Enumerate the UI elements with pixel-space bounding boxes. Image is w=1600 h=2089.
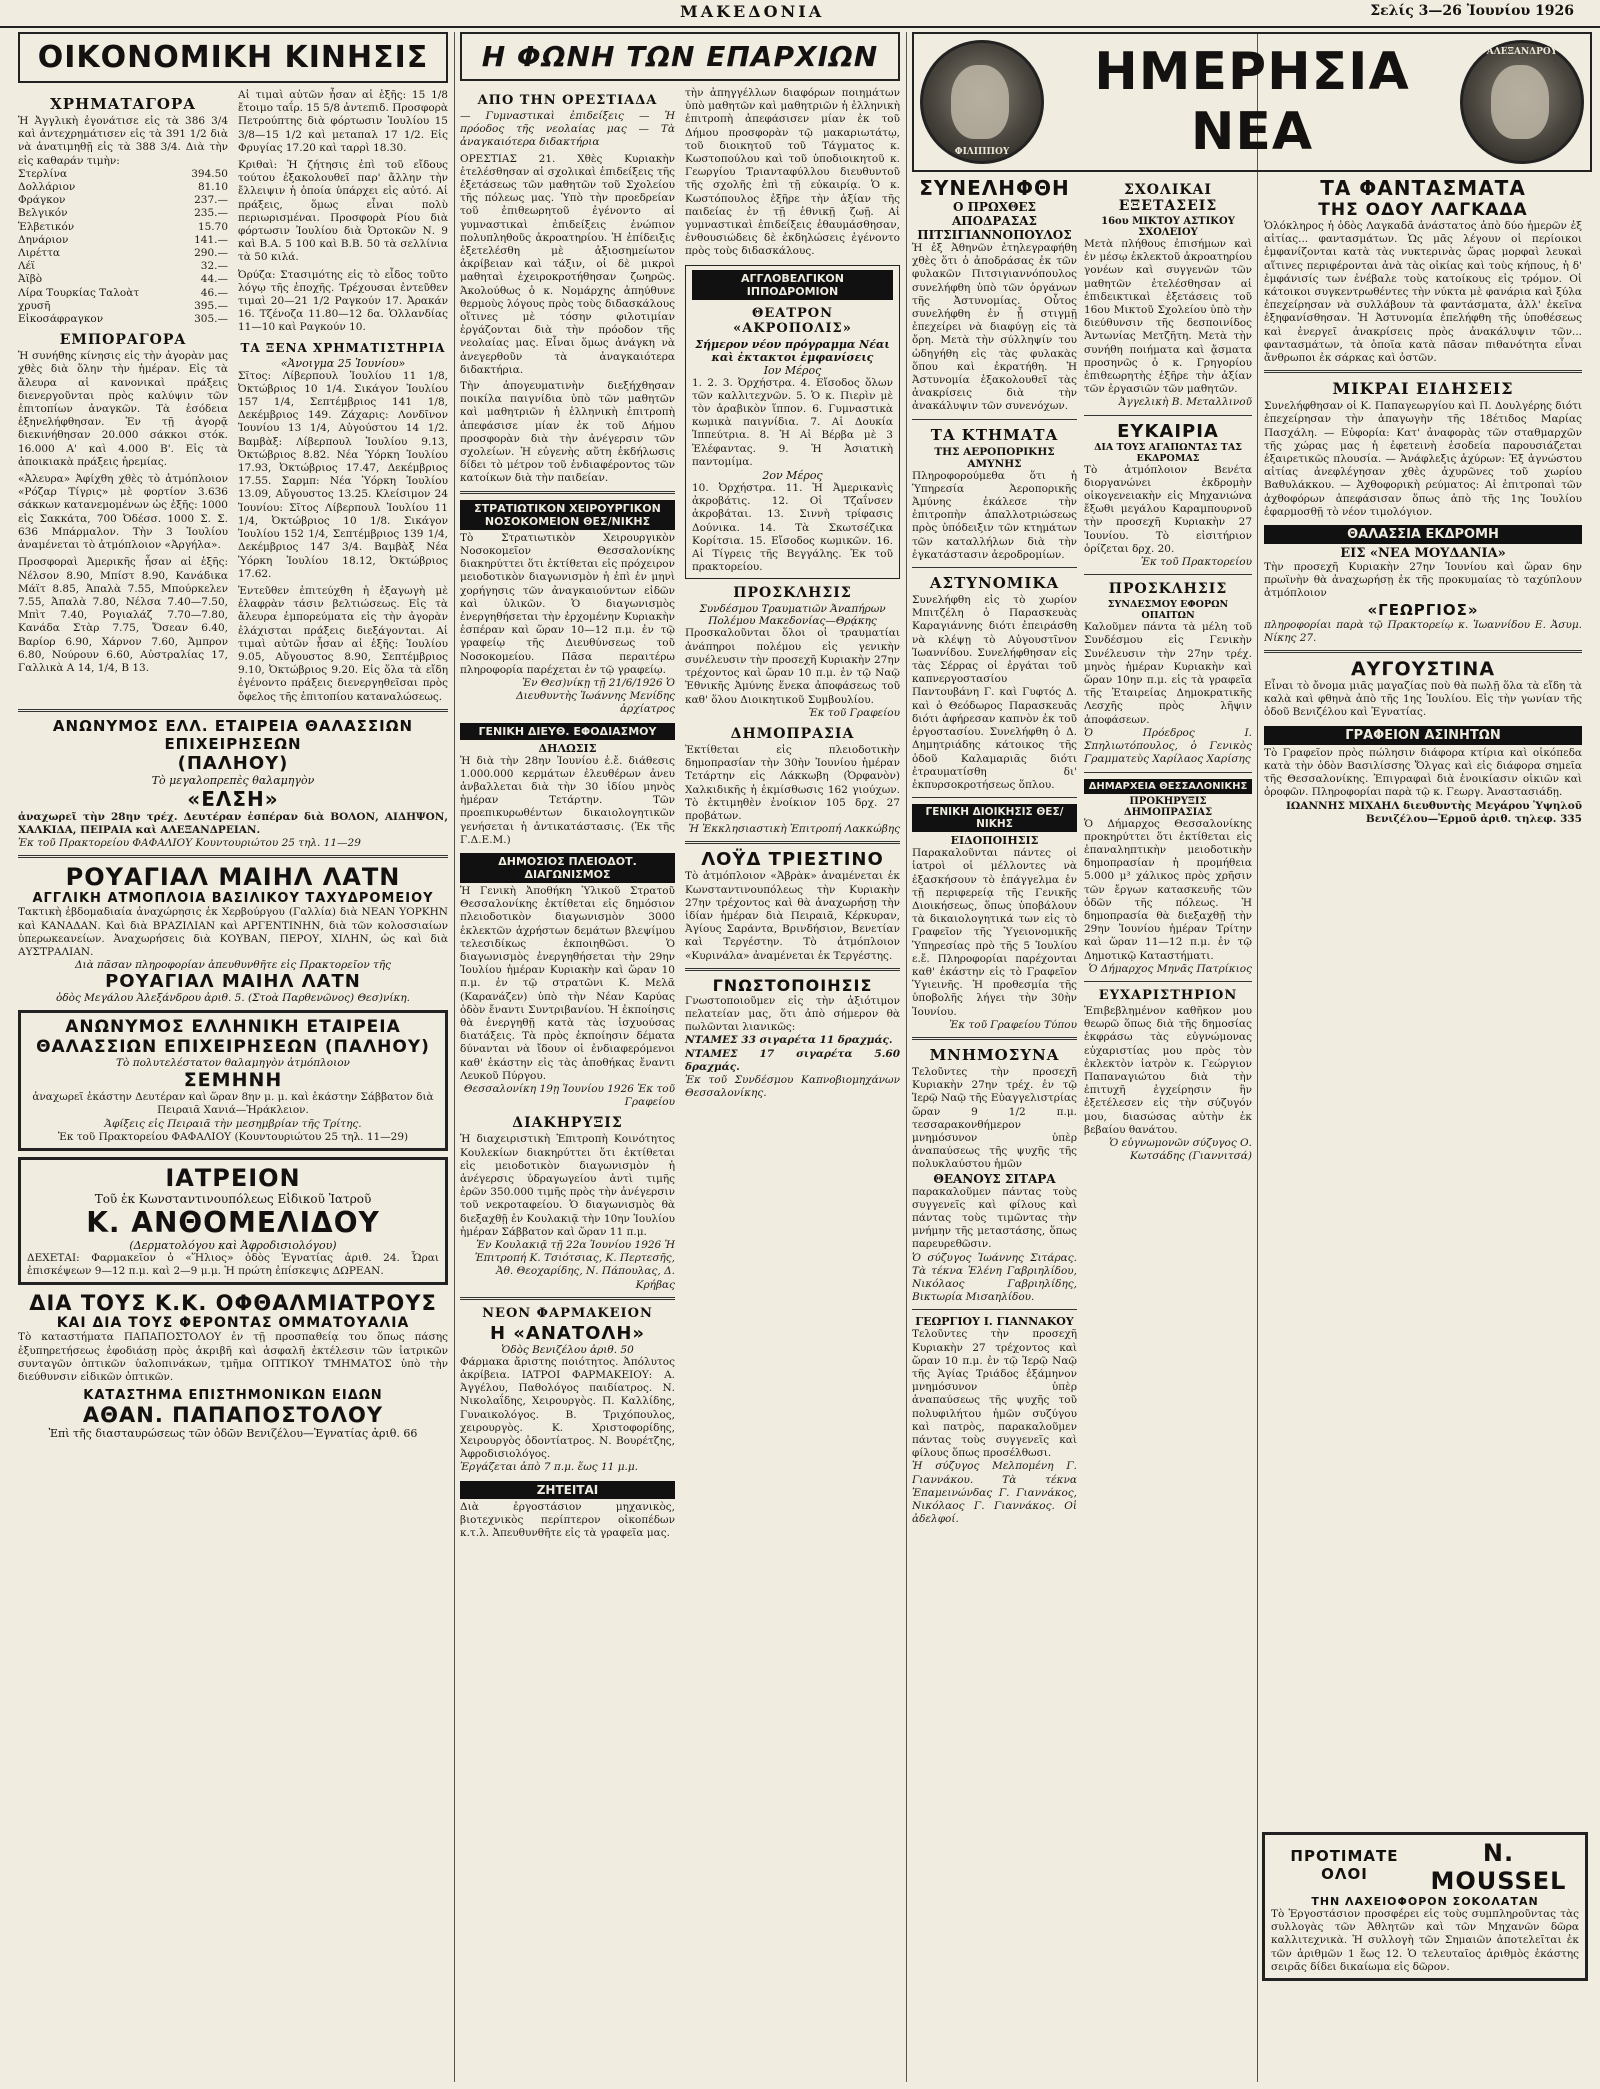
augustina-text: Εἶναι τὸ ὄνομα μιᾶς μαγαζίας ποὺ θὰ πωλῇ ὅλα τὰ εἴδη τὰ καλὰ καὶ φθηνὰ ἀπὸ τῆς 1ης Ἰουλίου. Εἰς τὴν γωνίαν τῆς ὁδοῦ Βενιζέλου καὶ Ἐγνατίας. [1264,680,1582,719]
ad-mail-address: ὁδὸς Μεγάλου Ἀλεξάνδρου ἀριθ. 5. (Στοὰ Παρθενῶνος) Θεσ)νίκη. [56,992,410,1005]
rate-row [18,313,228,326]
rate-value: 395.— [194,299,228,312]
brief-news-title: ΜΙΚΡΑΙ ΕΙΔΗΣΕΙΣ [1332,379,1514,399]
rate-value: 394.50 [191,167,228,180]
theatre-items-1: 1. 2. 3. Ὀρχήστρα. 4. Εἴσοδος ὅλων τῶν καλλιτεχνῶν. 5. Ὁ κ. Πιερὶν μὲ τὸν ἀραβικὸν ἵππον. 6. Γυμναστικὰ κωμικὰ παιγνίδια. 7. Αἱ Δουκία Ἱππεύτρια. 8. Ἡ Αἱ Βέρβα μὲ 3 Ἐλέφαντας. 9. Ἡ Ἀσιατικὴ παντομίμα. [692,376,893,468]
rates-list [18,168,228,326]
rate-row [18,247,228,260]
ad-ellas-line3: Ἐκ τοῦ Πρακτορείου ΦΑΦΑΛΙΟΥ Κουντουριώτου 25 τηλ. 11—29 [18,837,361,850]
auction-sign: Θεσσαλονίκη 19ῃ Ἰουνίου 1926 Ἐκ τοῦ Γραφείου [463,1083,675,1109]
lease-auction-text: Ἐκτίθεται εἰς πλειοδοτικὴν δημοπρασίαν τὴν 30ὴν Ἰουνίου ἡμέραν Τετάρτην εἰς Λάκκωβη (Ὀρφανὸν) Χαλκιδικῆς ἡ ἐκμίσθωσις 162 γιούχων. Τὸ ἐκτιμηθὲν ἐνοίκιον 105 δρχ. 27 προβάτων. [685,743,900,822]
coin-seal-philip [920,40,1044,164]
divider [912,567,1077,568]
seal-label-right: ΑΛΕΞΑΝΔΡΟΥ [1486,47,1558,57]
hospital-title: ΣΤΡΑΤΙΩΤΙΚΟΝ ΧΕΙΡΟΥΡΓΙΚΟΝ ΝΟΣΟΚΟΜΕΙΟΝ ΘΕΣ/ΝΙΚΗΣ [460,500,675,530]
rate-value: 235.— [194,207,228,220]
exams-sub: 16ου ΜΙΚΤΟΥ ΑΣΤΙΚΟΥ ΣΧΟΛΕΙΟΥ [1101,216,1235,238]
emporagora-text-3: Προσφοραὶ Ἀμερικῆς ἦσαν αἱ ἑξῆς: Νέλσον 8.90, Μπίστ 8.90, Κανάδικα Μάϊτ 8.85, Ἀπαλὰ 7.55, Μπούρκελεν 7.55, Ἀπαλὰ 7.80, Νέλσα 7.40—7.50, Μπὶτ 7.40, Ρογιαλάζ 7.70—7.80, Κανάδα Στὰρ 7.75, Ὄσεαν 6.40, Βαρίορ 6.90, Χάρνον 7.60, Ἀμπρον 6.80, Νούρουν 6.60, Αὐστραλίας 17, Γαλλικὰ Α 14, 1/4, Β 13. [18,556,228,674]
rate-currency: Λιρέττα [18,247,61,260]
veterans-text: Προσκαλοῦνται ὅλοι οἱ τραυματίαι ἀνάπηροι πολέμου εἰς γενικὴν συνέλευσιν τὴν προσεχῆ Κυριακὴν 27ην τρέχοντος καὶ ὥραν 10 π.μ. ἐν τῷ Ναῷ Ἐθνικῆς Ἀμύνης ἕνεκα ἀποφάσεως τοῦ καθ' ὅλου Διοικητικοῦ Συμβουλίου. [685,627,900,706]
provinces-right [685,87,900,1540]
orestias-text: ΟΡΕΣΤΙΑΣ 21. Χθὲς Κυριακὴν ἐτελέσθησαν αἱ σχολικαὶ ἐπιδείξεις τῆς ἐξετάσεως τῶν μαθητῶν τοῦ Σχολείου τῆς πόλεως μας. Ὑπὸ τὴν προεδρείαν τοῦ ἐπιθεωρητοῦ ἐγένοντο αἱ γυμναστικαὶ ἐπιδείξεις ἐνώπιον πολυπληθοῦς ἀκροατηρίου. Ἡ ἐπίδειξις ἐξετελέσθη μὲ ἀξιοσημείωτον ἀκρίβειαν καὶ τάξιν, οἱ δὲ μικροὶ μαθηταὶ ἐχειροκροτήθησαν ζωηρῶς. Ἀκολούθως ὁ κ. Νομάρχης ἀπηύθυνε θερμοὺς λόγους πρὸς τοὺς διδασκάλους οἵτινες μὲ τόσην φιλοτιμίαν ἐργάζονται διὰ τὴν πρόοδον τῆς νεολαίας μας. Εἶναι ὅμως ἀνάγκη νὰ ἀνεγερθοῦν τὰ ἀναγκαιότερα διδακτήρια. [460,152,675,376]
veterans-title: ΠΡΟΣΚΛΗΣΙΣ [733,585,852,602]
economy-title: ΟΙΚΟΝΟΜΙΚΗ ΚΙΝΗΣΙΣ [37,40,429,75]
divider [18,709,448,712]
police-title: ΑΣΤΥΝΟΜΙΚΑ [929,574,1060,593]
rate-row [18,300,228,313]
rate-row [18,181,228,194]
exams-text: Μετὰ πλήθους ἐπισήμων καὶ ἐν μέσῳ ἐκλεκτοῦ ἀκροατηρίου γονέων καὶ συγγενῶν τῶν μαθητῶν ἐτελέσθησαν αἱ ἐπιδεικτικαὶ ἐξετάσεις τοῦ 16ου Μικτοῦ Σχολείου ὑπὸ τὴν διεύθυνσιν τῆς δεσποινίδος Ἀντωνίας Μετζῆτη. Μετὰ τὴν συνήθη ποιήματα καὶ ᾄσματα προσηνῶς ὁ κ. Γρηγορίου ἐπιθεωρητὴς ἐξῆρε τὴν ἀξίαν τῶν ἐργασιῶν τῶν μαθητῶν. [1084,238,1252,396]
ad-ellas-line1: Τὸ μεγαλοπρεπὲς θαλαμηγὸν [151,773,315,787]
ad-moussel-title-1: ΠΡΟΤΙΜΑΤΕ ΟΛΟΙ [1290,1847,1399,1883]
rate-row [18,221,228,234]
divider [912,797,1077,798]
sea-excursion-title: ΘΑΛΑΣΣΙΑ ΕΚΔΡΟΜΗ [1264,525,1582,544]
provinces-continued-text: τὴν ἀπηγγέλλων διαφόρων ποιημάτων ὑπὸ μαθητῶν καὶ μαθητριῶν ἡ ἑλληνικὴ ἐπιτροπὴ ἀπεφάσισεν μίαν ἐκ τοῦ Δήμου προσφορὰν τῷ μακαριωτάτῳ, τοῦ διοικητοῦ τοῦ Τάγματος κ. Κωστοπούλου καὶ τοῦ ὑποδιοικητοῦ κ. Γεωργίου Τριανταφύλλου διευθυντοῦ τῆς σχολῆς ἐπὶ τῇ εὐκαιρίᾳ. Ὁ κ. Κωστόπουλος ἐξῆρε τὴν ἀξίαν τῆς παιδείας ἐν τῇ ἐθνικῇ ζωῇ. Αἱ γυμναστικαὶ ἐπιδείξεις ἐθαυμάσθησαν, ἐνθουσιώδεις δὲ ἐκδηλώσεις ἐγένοντο πρὸς τοὺς διδασκάλους. [685,87,900,258]
administration-sub: ΕΙΔΟΠΟΙΗΣΙΣ [950,834,1039,848]
ad-ellas-company: ΑΝΩΝΥΜΟΣ ΕΛΛ. ΕΤΑΙΡΕΙΑ ΘΑΛΑΣΣΙΩΝ ΕΠΙΧΕΙΡΗΣΕΩΝ [52,716,414,753]
foreign-exchanges-date: «Ἀνοιγμα 25 Ἰουνίου» [280,356,406,370]
pharmacy-sign: Ἐργάζεται ἀπὸ 7 π.μ. ἕως 11 μ.μ. [460,1461,639,1474]
invitation-title: ΠΡΟΣΚΛΗΣΙΣ [1108,581,1228,598]
ad-optics-store-title: ΚΑΤΑΣΤΗΜΑ ΕΠΙΣΤΗΜΟΝΙΚΩΝ ΕΙΔΩΝ [83,1388,383,1404]
rate-row [18,234,228,247]
ad-mail-contact-label: Διὰ πᾶσαν πληροφορίαν ἀπευθυνθῆτε εἰς Πρακτορεῖον τῆς [74,959,392,972]
administration-title: ΓΕΝΙΚΗ ΔΙΟΙΚΗΣΙΣ ΘΕΣ/ΝΙΚΗΣ [912,804,1077,832]
coin-portrait [951,65,1009,139]
ad-iatreion-line1: Τοῦ ἐκ Κωνσταντινουπόλεως Εἰδικοῦ Ἰατροῦ [94,1191,372,1206]
ghosts-title: ΤΑ ΦΑΝΤΑΣΜΑΤΑ [1320,176,1526,200]
divider [1084,772,1252,773]
ghosts-text: Ὁλόκληρος ἡ ὁδὸς Λαγκαδᾶ ἀνάστατος ἀπὸ δύο ἡμερῶν ἐξ αἰτίας... φαντασμάτων. Ὡς μᾶς λέγουν οἱ περίοικοι ἐμφανίζονται κατὰ τὰς νυκτερινὰς ὥρας μορφαὶ λευκαὶ αἵτινες περιφέρονται ἀνὰ τὰς οἰκίας καὶ τοὺς κήπους, ἡ δ' ἐμφάνισίς των ἐνέβαλε τοὺς κατοίκους εἰς τρόμον. Οἱ κάτοικοι συγκεντρωθέντες τὴν νύκτα μὲ φανάρια καὶ ξύλα ἐπεχείρησαν νὰ συλλάβουν τὰ φαντάσματα, ἀλλ' ἐκεῖνα ἐξηφανίσθησαν. Ἡ Ἀστυνομία ἐπελήφθη τῆς ὑποθέσεως καὶ ἐνεργεῖ ἀνακρίσεις πρὸς ἀνακάλυψιν τῶν... φαντασμάτων, τὰ ὁποῖα κατὰ πᾶσαν πιθανότητα εἶναι ἄνθρωποι ἐκ σάρκας καὶ ὀστῶν. [1264,220,1582,365]
ad-iatreion-box [18,1157,448,1285]
divider [912,1037,1077,1040]
orestias-text-2: Τὴν ἀπογευματινὴν διεξήχθησαν ποικίλα παιγνίδια ὑπὸ τῶν μαθητῶν καὶ μαθητριῶν ἡ ἑλληνικὴ ἐπιτροπὴ ἀπεφάσισε μίαν ἐκ τοῦ Δήμου προσφορὰν διὰ τὴν ἀνέγερσιν τῶν σχολείων. Ἡ εὐγενὴς αὕτη ἐκδήλωσις δίδει τὸ μέτρον τοῦ ἐνδιαφέροντος τῶν κατοίκων διὰ τὴν παιδείαν. [460,380,675,485]
excursion-offer-text: Τὸ ἀτμόπλοιον Βενέτα διοργανώνει ἐκδρομὴν οἰκογενειακὴν εἰς Μηχανιώνα ἔξωθι μεγάλου Καραμπουρνοῦ τὴν προσεχῆ Κυριακὴν 27 Ἰουνίου. Τὸ εἰσιτήριον ὁρίζεται δρχ. 20. [1084,463,1252,555]
rate-value: 290.— [194,247,228,260]
theatre-part-2: 2ον Μέρος [762,469,823,483]
column-provinces [460,32,900,2082]
invitation-sub: ΣΥΝΔΕΣΜΟΥ ΕΦΟΡΩΝ ΟΠΑΙΤΩΝ [1107,599,1229,622]
orestias-bullets: — Γυμναστικαὶ ἐπιδείξεις — Ἡ πρόοδος τῆς νεολαίας μας — Τὰ ἀναγκαιότερα διδακτήρια [460,110,675,149]
rate-currency: Ἀϊβὸ [18,273,43,286]
ad-moussel-box [1262,1832,1588,1981]
invitation-sign: Ὁ Πρόεδρος Ι. Σπηλιωτόπουλος, ὁ Γενικὸς Γραμματεὺς Χαρίλαος Χαρίσης [1084,726,1252,766]
supply-title: ΓΕΝΙΚΗ ΔΙΕΥΘ. ΕΦΟΔΙΑΣΜΟΥ [460,723,675,740]
excursion-offer-sub: ΔΙΑ ΤΟΥΣ ΑΓΑΠΩΝΤΑΣ ΤΑΣ ΕΚΔΡΟΜΑΣ [1094,441,1242,464]
invitation-text: Καλοῦμεν πάντα τὰ μέλη τοῦ Συνδέσμου εἰς Γενικὴν Συνέλευσιν τὴν 27ην τρέχ. μηνὸς ἡμέραν Κυριακὴν καὶ ὥραν 10ην π.μ. εἰς τὰ γραφεῖα τῆς Ἐταιρείας Δημοκρατικῆς Λεσχῆς πρὸς λῆψιν ἀποφάσεων. [1084,621,1252,726]
chrimatagora-title: ΧΡΗΜΑΤΑΓΟΡΑ [50,95,196,113]
excursion-offer-sign: Ἐκ τοῦ Πρακτορείου [1140,556,1252,569]
market-text-3: Ὀρύζα: Στασιμότης εἰς τὸ εἶδος τοῦτο λόγῳ τῆς ἐποχῆς. Τρέχουσαι ἐντεῦθεν τιμαὶ 20—21 1/2 Ραγκούν 17. Ἀρακάν 16. Τζένοζα 11.80—12 δα. Ὁλλανδίας 11—10 καὶ Ραγκούν 10. [238,268,448,334]
thanks-text: Ἐπιβεβλημένον καθῆκον μου θεωρῶ ὅπως διὰ τῆς δημοσίας ἐκφράσω τὰς εὐγνώμονας εὐχαριστίας μου πρὸς τὸν ἐκλεκτὸν ἰατρὸν κ. Γεώργιον Παπαναγιώτου διὰ τὴν ἐπιτυχῆ ἐγχείρησιν ἣν ἐξετέλεσεν εἰς τὴν σύζυγόν μου, διασώσας αὐτὴν ἐκ βεβαίου θανάτου. [1084,1004,1252,1136]
theatre-name: ΘΕΑΤΡΟΝ «ΑΚΡΟΠΟΛΙΣ» [733,305,852,336]
ad-hellenic-intro: Τὸ πολυτελέστατον θαλαμηγὸν ἀτμόπλοιον [116,1057,350,1070]
ad-iatreion-title: ΙΑΤΡΕΙΟΝ [165,1163,301,1192]
ad-ellas-sub: (ΠΑΛΗΟΥ) [177,752,289,774]
ad-hellenic-line2: ΘΑΛΑΣΣΙΩΝ ΕΠΙΧΕΙΡΗΣΕΩΝ (ΠΑΛΗΟΥ) [36,1037,430,1058]
sea-excursion-ship: «ΓΕΩΡΓΙΟΣ» [1367,600,1479,619]
supply-sub: ΔΗΛΩΣΙΣ [538,741,597,755]
daily-news-title: ΗΜΕΡΗΣΙΑ ΝΕΑ [1094,42,1410,162]
divider [685,841,900,844]
brief-news-text: Συνελήφθησαν οἱ Κ. Παπαγεωργίου καὶ Π. Δουλγέρης διότι ἐπεχείρησαν τὴν ἀπαγωγὴν τῆς 18έτιδος Μαρίας Πασχάλη. — Εὐφορία: Κατ' ἀναφορὰς τῶν σταθμαρχῶν τῆς χώρας μας ἡ ἐφετεινὴ ἐσοδεία παρουσιάζεται ἐξαιρετικῶς πλουσία. — Ἀνάφλεξις ἀχύρων: Ἐξ ἀγνώστου αἰτίας ἀνεφλέγησαν χθὲς ἀχυρῶνες τοῦ χωρίου Βαθυλάκκου. — Ἀχθοφορικὴ ρεύματος: Αἱ ἐπιτροπαὶ τῶν ἀχθοφόρων ἀπεφάσισαν ὅπως ἀπὸ τῆς 1ης Ἰουλίου ἐφαρμοσθῇ τὸ νέον τιμολόγιον. [1264,400,1582,518]
diakiryxis-sign: Ἐν Κουλακιᾷ τῇ 22α Ἰουνίου 1926 Ἡ Ἐπιτροπή Κ. Τσιότσιας, Κ. Περτεσῆς, Ἀθ. Θεοχαρίδης, Ν. Πάπουλας, Δ. Κρήβας [474,1239,675,1291]
auction-title: ΔΗΜΟΣΙΟΣ ΠΛΕΙΟΔΟΤ. ΔΙΑΓΩΝΙΣΜΟΣ [460,853,675,883]
lloyd-title: ΛΟΫΔ ΤΡΙΕΣΤΙΝΟ [701,849,884,871]
ad-mail-contact-company: ΡΟΥΑΓΙΑΛ ΜΑΙΗΛ ΛΑΤΝ [105,971,361,993]
ad-iatreion-doctor: Κ. ΑΝΘΟΜΕΛΙΔΟΥ [86,1205,380,1239]
notice-sign: Ἐκ τοῦ Συνδέσμου Καπνοβιομηχάνων Θεσσαλονίκης. [685,1073,900,1100]
arrest-title: ΣΥΝΕΛΗΦΘΗ [919,176,1070,200]
pharmacy-name: Η «ΑΝΑΤΟΛΗ» [489,1322,646,1344]
rate-currency: Δηνάριον [18,233,69,246]
auction-text: Ἡ Γενικὴ Ἀποθήκη Ὑλικοῦ Στρατοῦ Θεσσαλονίκης ἐκτίθεται εἰς δημόσιον πλειοδοτικὸν διαγωνισμὸν 3000 ἐκλεκτῶν ἀχρήστων δεμάτων βλεψίμου τελεσιδίκως ἐκποιηθῶσι. Ὁ διαγωνισμὸς ἐνεργηθήσεται τὴν 29ην Ἰουλίου ἡμέραν Κυριακὴν καὶ ὥραν 10 π.μ. ἐν τῷ στρατῶνι Κ. Μελᾶ (Καρανάζεν) ὑπὸ τὴν Νέαν Καρύας ὁδὸν ἔναντι Συντριβανίου. Ἡ ἐκποίησις θὰ ἐνεργηθῇ κατὰ τὰς ἰσχυούσας διατάξεις. Τὰ πρὸς ἐκποίησιν δέματα δύνανται νὰ ἴδουν οἱ ἐνδιαφερόμενοι καθ' ἑκάστην εἰς τὰς ἀποθήκας ἔναντι Λευκοῦ Πύργου. [460,884,675,1082]
ad-mail-company: ΡΟΥΑΓΙΑΛ ΜΑΙΗΛ ΛΑΤΝ [65,863,401,892]
rate-currency: Εἰκοσάφραγκον [18,313,104,326]
ad-mail-sub: ΑΓΓΛΙΚΗ ΑΤΜΟΠΛΟΙΑ ΒΑΣΙΛΙΚΟΥ ΤΑΧΥΔΡΟΜΕΙΟΥ [32,891,434,907]
municipality-sub: ΠΡΟΚΗΡΥΞΙΣ ΔΗΜΟΠΡΑΣΙΑΣ [1123,795,1213,818]
estates-text: Πληροφορούμεθα ὅτι ἡ Ὑπηρεσία Ἀεροπορικῆς Ἀμύνης ἐκάλεσε τὴν ἐπιτροπὴν ἀπαλλοτριώσεως πρὸς ὑπόδειξιν τῶν κτημάτων τῶν καταλλήλων διὰ τὴν ἐγκατάστασιν ἀεροδρομίων. [912,469,1077,561]
rate-value: 15.70 [197,220,228,233]
ad-hellenic-box [18,1010,448,1151]
diakiryxis-text: Ἡ διαχειριστικὴ Ἐπιτροπὴ Κοινότητος Κουλεκίων διακηρύττει ὅτι ἐκτίθεται εἰς μειοδοτικὸν διαγωνισμὸν ἡ ἀνέγερσις ὑδραγωγείου ἀντὶ τιμῆς ἐρῶν 350.000 τιμῆς πρὸς τὴν ἀνέγερσιν τοῦ νεκροταφείου. Ὁ διαγωνισμὸς θὰ διεξαχθῇ ἐν Κουλακιᾷ τὴν 10ην Ἰουλίου ἡμέραν Σάββατον καὶ ὥραν 11 π.μ. [460,1133,675,1238]
ad-iatreion-hours: ΔΕΧΕΤΑΙ: Φαρμακεῖον ὁ «Ἥλιος» ὁδὸς Ἐγνατίας ἀριθ. 24. Ὧραι ἐπισκέψεων 9—12 π.μ. καὶ 2—9 μ.μ. Ἡ πρώτη ἐπίσκεψις ΔΩΡΕΑΝ. [27,1251,439,1278]
ad-ellas-line2: ἀναχωρεῖ τὴν 28ην τρέχ. Δευτέραν ἑσπέραν διὰ ΒΟΛΟΝ, ΑΙΔΗΨΟΝ, ΧΑΛΚΙΔΑ, ΠΕΙΡΑΙΑ καὶ ΑΛΕΞΑΝΔΡΕΙΑΝ. [18,810,448,836]
page-info: Σελίς 3—26 Ἰουνίου 1926 [1370,3,1574,19]
excursion-offer-title: ΕΥΚΑΙΡΙΑ [1117,420,1219,442]
ad-optics-sub: ΚΑΙ ΔΙΑ ΤΟΥΣ ΦΕΡΟΝΤΑΣ ΟΜΜΑΤΟΥΑΛΙΑ [56,1315,410,1332]
chrimatagora-text: Ἡ Ἀγγλικὴ ἐγονάτισε εἰς τὰ 386 3/4 καὶ ἀντεχρημάτισεν εἰς τὰ 391 1/2 διὰ νὰ ἀνατιμηθῇ εἰς τὰ 388 3/4. Διὰ τὴν εἰς καθαράν τιμὴν: [18,115,228,167]
rate-currency: Λέϊ [18,260,36,273]
theatre-items-2: 10. Ὀρχήστρα. 11. Ἡ Ἀμερικανὶς ἀκροβάτις. 12. Οἱ Τζαΐνσεν ἀκροβάται. 13. Σιννὴ τρίφασις Δούνικα. 14. Τὰ Σκωτσέζικα Κορίτσια. 15. Εἴσοδος κωμικῶν. 16. Αἱ Τίγρεις τῆς Βεγγάλης. Ἐκ τοῦ πρακτορείου. [692,482,893,574]
memorial-name: ΘΕΑΝΟΥΣ ΣΙΤΑΡΑ [933,1171,1056,1186]
memorial-name-2: ΓΕΩΡΓΙΟΥ Ι. ΓΙΑΝΝΑΚΟΥ [915,1315,1074,1329]
rate-currency: Βελγικόν [18,207,68,220]
sea-excursion-text: Τὴν προσεχῆ Κυριακὴν 27ην Ἰουνίου καὶ ὥραν 6ην πρωϊνὴν θὰ ἀναχωρήσῃ ἐκ τῆς προκυμαίας τὸ ταχύπλουν ἀτμόπλοιον [1264,561,1582,600]
provinces-title: Η ΦΩΝΗ ΤΩΝ ΕΠΑΡΧΙΩΝ [481,40,879,73]
divider [1084,574,1252,575]
provinces-columns [460,87,900,1540]
rate-row [18,287,228,300]
estate-agency-sign: ΙΩΑΝΝΗΣ ΜΙΧΑΗΛ διευθυντὴς Μεγάρου Ὑψηλοῦ Βενιζέλου—Ἑρμοῦ ἀριθ. τηλεφ. 335 [1285,799,1582,825]
ad-optics-title: ΔΙΑ ΤΟΥΣ Κ.Κ. ΟΦΘΑΛΜΙΑΤΡΟΥΣ [29,1291,437,1316]
rate-row [18,260,228,273]
rate-row [18,194,228,207]
notice-title: ΓΝΩΣΤΟΠΟΙΗΣΙΣ [712,975,873,995]
wanted-text: Διὰ ἐργοστάσιον μηχανικὸς, βιοτεχνικὸς περίπτερον οἰκοπέδων κ.τ.λ. Ἀπευθυνθῆτε εἰς τὰ γραφεῖα μας. [460,1500,675,1540]
municipality-title: ΔΗΜΑΡΧΕΙΑ ΘΕΣΣΑΛΟΝΙΚΗΣ [1084,779,1252,794]
thanks-title: ΕΥΧΑΡΙΣΤΗΡΙΟΝ [1098,987,1238,1003]
estates-title: ΤΑ ΚΤΗΜΑΤΑ [930,425,1059,444]
emporagora-title: ΕΜΠΟΡΑΓΟΡΑ [59,332,187,349]
rate-value: 32.— [200,260,228,273]
rate-row [18,207,228,220]
seal-label-left: ΦΙΛΙΠΠΟΥ [954,147,1010,157]
ad-moussel-text: Τὸ Ἐργοστάσιον προσφέρει εἰς τοὺς συμπληροῦντας τὰς συλλογὰς τῶν Ἀθλητῶν καὶ τῶν Μηχανῶν δῶρα καλλιτεχνικὰ. Ἡ συλλογὴ τῶν Σημαιῶν ἀποτελεῖται ἐκ τῶν ἀριθμῶν 1 ἕως 12. Ὁ τελευταῖος ἀριθμὸς ἑκάστης σειρᾶς δίδει δικαίωμα εἰς δῶρον. [1271,1908,1579,1973]
exams-title: ΣΧΟΛΙΚΑΙ ΕΞΕΤΑΣΕΙΣ [1118,182,1218,214]
economy-right [238,89,448,704]
paper-name: ΜΑΚΕΔΟΝΙΑ [680,2,825,21]
municipality-sign: Ὁ Δήμαρχος Μηνᾶς Πατρίκιος [1088,962,1252,975]
foreign-exchanges-text: Σῖτος: Λίβερπουλ Ἰουλίου 11 1/8, Ὀκτώβριος 10 1/4. Σικάγον Ἰουλίου 157 1/4, Σεπτέμβριος 141 1/8, Δεκέμβριος 149. Ζάχαρις: Λονδῖνον Ἰουνίου 13 1/4, Αὐγούστου 14 1/2. Βαμβὰξ: Λίβερπουλ Ἰουλίου 9.13, Ὀκτώβριος 8.82. Νέα Ὑόρκη Ἰουλίου 17.93, Ὀκτώβριος 17.47, Δεκέμβριος 17.55. Σαρμπ: Νέα Ὑόρκη Ἰουλίου 13.09, Αὔγουστος 13.25. Κλείσιμον 24 Ἰουνίου: Σῖτος Λίβερπουλ Ἰουλίου 11 1/4, Ὀκτώβριος 10 1/8. Σικάγον Ἰουλίου 152 1/4, Σεπτέμβριος 139 1/4, Δεκέμβριος 147 3/4. Βαμβὰξ Νέα Ὑόρκη Ἰουλίου 18.12, Ὀκτώβριος 17.62. [238,369,448,580]
rate-value: 46.— [200,286,228,299]
rate-currency: Στερλίνα [18,167,68,180]
notice-line-2: ΝΤΑΜΕΣ 17 σιγαρέτα 5.60 δραχμάς. [685,1047,900,1073]
ad-moussel-sub: ΤΗΝ ΛΑΧΕΙΟΦΟΡΟΝ ΣΟΚΟΛΑΤΑΝ [1311,1895,1539,1908]
pharmacy-address: Ὁδὸς Βενιζέλου ἀριθ. 50 [501,1343,634,1356]
rate-value: 237.— [194,194,228,207]
daily-news-col-b [1084,176,1252,2076]
supply-text: Ἡ διὰ τὴν 28ην Ἰουνίου ἐ.ἔ. διάθεσις 1.000.000 κερμάτων ἐλευθέρων ἀνευ ἀνβαλλεται διὰ τὴν 30 ἰδίου μηνὸς ἡμέραν Τετάρτην. Τῶν προεπικυρωθέντων δικαιολογητικῶν γενήσεται ἡ ἀντικατάστασις. (Ἐκ τῆς Γ.Δ.Ε.Μ.) [460,754,675,846]
rate-value: 305.— [194,313,228,326]
ad-moussel-title-2: N. MOUSSEL [1430,1839,1567,1895]
arrest-text: Ἡ ἐξ Ἀθηνῶν ἐτηλεγραφήθη χθὲς ὅτι ὁ ἀποδράσας ἐκ τῶν φυλακῶν Πιτσιγιαννόπουλος συνελήφθη ὑπὸ τῶν ὀργάνων τῆς Ἀστυνομίας. Οὗτος συνελήφθη ἐν ᾗ στιγμῇ ἐπεχείρει νὰ διαφύγῃ εἰς τὰ ὄρη. Μετὰ τὴν σύλληψίν του ὡδηγήθη εἰς τὰς φυλακὰς ὅπου καὶ ἐκρατήθη. Ἡ Ἀστυνομία ἐξακολουθεῖ τὰς ἀνακρίσεις διὰ τὴν ἀνακάλυψιν τῶν συνενόχων. [912,242,1077,413]
wanted-title: ΖΗΤΕΙΤΑΙ [460,1481,675,1499]
masthead [0,0,1600,28]
ad-hellenic-text3: Ἐκ τοῦ Πρακτορείου ΦΑΦΑΛΙΟΥ (Κουντουριώτου 25 τηλ. 11—29) [57,1130,409,1143]
memorial-text-3: Τελοῦντες τὴν προσεχῆ Κυριακὴν 27 τρέχοντος καὶ ὥραν 10 π.μ. ἐν τῷ Ἱερῷ Ναῷ τῆς Ἁγίας Τριάδος ἐξάμηνον μνημόσυνον ὑπὲρ ἀναπαύσεως τῆς ψυχῆς τοῦ πολυφιλήτου ἡμῶν συζύγου καὶ πατρὸς, παρακαλοῦμεν πάντας τοὺς συγγενεῖς καὶ φίλους ὅπως προσέλθωσι. [912,1328,1077,1460]
rate-value: 141.— [194,233,228,246]
notice-text: Γνωστοποιοῦμεν εἰς τὴν ἀξιότιμον πελατείαν μας, ὅτι ἀπὸ σήμερον θὰ πωλῶνται λιανικῶς: [685,994,900,1034]
rate-value: 44.— [200,273,228,286]
rate-value: 81.10 [197,181,228,194]
economy-columns [18,89,448,704]
police-text: Συνελήφθη εἰς τὸ χωρίον Μπιτζέλη ὁ Παρασκευὰς Καραγιάννης διότι ἐπειράσθη νὰ κλέψῃ τὸ Αὐγουστῖνον Ἰωαννίδου. Συνελήφθησαν εἰς τὰς Σέρρας οἱ ἐργάται τοῦ καπνεργοστασίου Παντουβάνη Γ. καὶ Γυφτός Δ. καὶ ὁ Θεόδωρος Παρασκευᾶς διότι ἀφήρεσαν καπνὸν ἐκ τοῦ ἐργοστασίου. Συνελήφθη ὁ Δ. Δημητριάδης κάτοικος τῆς ὁδοῦ Καλαμαριᾶς διότι ἐτραυματίσθη δι' ἐκπυρσοκροτήσεως ὅπλου. [912,594,1077,791]
market-text-2: Κριθαὶ: Ἡ ζήτησις ἐπὶ τοῦ εἴδους τούτου ἐξακολουθεῖ παρ' ἄλλην τὴν ἔλλειψιν ἡ ὁποία ὑπάρχει εἰς αὐτό. Αἱ πράξεις, ὅμως εἶναι πολὺ περιωρισμέναι. Προσφορὰ Ρίου διὰ φόρτωσιν Ἰουλίου διὰ Ὀρτοκῶν Ν. 9 καὶ Β.Α. 5 100 καὶ Β.Β. 50 τὰ σελλίνια τὰ 50 κιλά. [238,159,448,264]
thanks-sign: Ὁ εὐγνωμονῶν σύζυγος Ο. Κωτσάδης (Γιαννιτσά) [1109,1136,1252,1163]
divider [1264,650,1582,653]
ad-hellenic-ship: ΣΕΜΗΝΗ [183,1069,283,1092]
estate-agency-text: Τὸ Γραφεῖον πρὸς πώλησιν διάφορα κτίρια καὶ οἰκόπεδα κατὰ τὴν ὁδὸν Βασιλίσσης Ὄλγας καὶ εἰς διάφορα σημεῖα τῆς Θεσσαλονίκης. Ἐπιγραφαὶ διὰ ἐνοικίασιν οἰκιῶν καὶ ὀροφῶν. Πληροφορίαι παρὰ τῷ κ. Γεωργ. Ἀναστασιάδῃ. [1264,746,1582,799]
column-rule [454,32,455,2082]
hippodrome-title: ΑΓΓΛΟΒΕΛΓΙΚΟΝ ΙΠΠΟΔΡΟΜΙΟΝ [692,270,893,300]
emporagora-text: Ἡ συνήθης κίνησις εἰς τὴν ἀγορὰν μας χθὲς διὰ ὅλην τὴν ἡμέραν. Εἰς τὰ ἄλευρα αἱ κανονικαὶ πράξεις διενεργοῦνται πρὸς καλύψιν τῶν ἐπιτοπίων ἀναγκῶν. Τὰ ἐσόδεια ἐξηνελήφθησαν. Ἐν τῇ ἀγορᾷ διεκινήθησαν 20.000 σάκκοι στόκ. 16.000 Α' καὶ 4.000 Β'. Εἰς τὰ ἀποικιακὰ πράξεις ἠρεμίας. [18,350,228,468]
hospital-sign: Ἐν Θεσ)νίκῃ τῇ 21/6/1926 Ὁ Διευθυντὴς Ἰωάννης Μενίδης ἀρχίατρος [516,676,675,716]
ad-iatreion-spec: (Δερματολόγου καὶ Ἀφροδισιολόγου) [129,1238,337,1252]
economy-left [18,89,228,704]
ad-hellenic-line1: ΑΝΩΝΥΜΟΣ ΕΛΛΗΝΙΚΗ ΕΤΑΙΡΕΙΑ [65,1017,401,1038]
lease-auction-title: ΔΗΜΟΠΡΑΣΙΑ [730,725,855,742]
ad-optics-text: Τὸ καταστήματα ΠΑΠΑΠΟΣΤΟΛΟΥ ἐν τῇ προσπαθείᾳ του ὅπως πάσης ἐξυπηρετήσεως ἐφοδιάσῃ πρὸς ἀκριβῆ καὶ ἀσφαλῆ ἐκτέλεσιν τῶν ἰατρικῶν συνταγῶν ὀπτικῶν ὑαλοπινάκων, τμῆμα ΟΠΤΙΚΟΥ ΤΜΗΜΑΤΟΣ ὑπὸ τὴν διεύθυνσιν εἰδικῶν ὀπτικῶν. [18,1331,448,1383]
divider [18,855,448,858]
ad-optics-store-name: ΑΘΑΝ. ΠΑΠΑΠΟΣΤΟΛΟΥ [82,1403,384,1428]
arrest-sub: Ο ΠΡΩΧΘΕΣ ΑΠΟΔΡΑΣΑΣ ΠΙΤΣΙΓΙΑΝΝΟΠΟΥΛΟΣ [917,200,1072,242]
lease-auction-sign: Ἡ Ἐκκλησιαστικὴ Ἐπιτροπή Λακκώβης [688,823,900,836]
ghosts-sub: ΤΗΣ ΟΔΟΥ ΛΑΓΚΑΔΑ [1318,200,1528,220]
memorial-signers-2: Ἡ σύζυγος Μελπομένη Γ. Γιαννάκου. Τὰ τέκνα Ἐπαμεινώνδας Γ. Γιαννάκος, Νικόλαος Γ. Γιαννάκος. Οἱ ἀδελφοί. [912,1460,1077,1526]
lloyd-text: Τὸ ἀτμόπλοιον «Ἀβρὰκ» ἀναμένεται ἐκ Κωνσταντινουπόλεως τὴν Κυριακὴν 27ην τρέχοντος καὶ θὰ ἀναχωρήσῃ τὴν ἰδίαν ἡμέραν διὰ Πειραιᾶ, Κέρκυραν, Ἀγίους Σαράντα, Βρινδήσιον, Βενετίαν καὶ Τεργέστην. Τὸ ἀτμόπλοιον «Κυρινάλα» ἀναμένεται ἐκ Τεργέστης. [685,870,900,962]
rate-row [18,273,228,286]
estate-agency-title: ΓΡΑΦΕΙΟΝ ΑΣΙΝΗΤΩΝ [1264,726,1582,745]
coin-portrait [1491,65,1549,139]
coin-seal-alexander [1460,40,1584,164]
column-rule [906,32,907,2082]
divider [912,419,1077,420]
orestias-title: ΑΠΟ ΤΗΝ ΟΡΕΣΤΙΑΔΑ [477,93,658,108]
column-economy [18,32,448,2082]
divider [912,1309,1077,1310]
divider [1084,981,1252,982]
administration-sign: Ἐκ τοῦ Γραφείου Τύπου [949,1018,1077,1031]
daily-news-header [912,32,1592,172]
pharmacy-text: Φάρμακα ἄριστης ποιότητος. Ἀπόλυτος ἀκρίβεια. ΙΑΤΡΟΙ ΦΑΡΜΑΚΕΙΟΥ: Α. Ἀγγέλου, Παθολόγος παιδίατρος. Ν. Νικολαΐδης, Χειρουργὸς. Π. Καλλίδης, Γυναικολόγος. Β. Τριχόπουλος, χειρουργὸς. Κ. Χριστοφορίδης, Χειρουργὸς ὀδοντίατρος. Ν. Βουρέτζης, Ἀφροδισιολόγος. [460,1355,675,1461]
economy-header [18,32,448,83]
rate-currency: Φράγκον [18,194,66,207]
divider [685,968,900,971]
memorial-text: Τελοῦντες τὴν προσεχῆ Κυριακὴν 27ην τρέχ. ἐν τῷ Ἱερῷ Ναῷ τῆς Εὐαγγελιστρίας ὥραν 9 1/2 π.μ. τεσσαρακονθήμερον μνημόσυνον ὑπὲρ ἀναπαύσεως τῆς ψυχῆς τῆς πολυκλαύστου ἡμῶν [912,1065,1077,1171]
memorial-text-2: παρακαλοῦμεν πάντας τοὺς συγγενεῖς καὶ φίλους καὶ πάντας τοὺς τιμῶντας τὴν μνήμην τῆς μεταστάσης, ὅπως παρευρεθῶσιν. [912,1185,1077,1251]
municipality-text: Ὁ Δήμαρχος Θεσσαλονίκης προκηρύττει ὅτι ἐκτίθεται εἰς ἐπαναληπτικὴν μειοδοτικὴν δημοπρασίαν ἡ προμήθεια 5.000 μ³ χάλικος πρὸς χρῆσιν τῶν ἔργων κατασκευῆς τῶν ὁδῶν τῆς πόλεως. Ἡ δημοπρασία θὰ διεξαχθῇ τὴν 29ην Ἰουνίου ἡμέραν Τρίτην καὶ ὥραν 11—12 π.μ. ἐν τῷ Δημοτικῷ Καταστήματι. [1084,817,1252,962]
rate-currency: Λίρα Τουρκίας Ταλοὰτ [18,286,140,299]
hospital-text: Τὸ Στρατιωτικὸν Χειρουργικὸν Νοσοκομεῖον Θεσσαλονίκης διακηρύττει ὅτι ἐκτίθεται εἰς πρόχειρον μειοδοτικὸν διαγωνισμὸν ἡ ἐπὶ ἐν μηνὶ χορήγησις τῶν ἀναγκαιούντων εἰδῶν καὶ ὑλικῶν. Ὁ διαγωνισμὸς ἐνεργηθήσεται τὴν ἐρχομένην Κυριακὴν ἐσπέραν καὶ ὥραν 10—12 π.μ. ἐν τῷ γραφείῳ τῆς Διευθύνσεως τοῦ Νοσοκομείου. Πᾶσα περαιτέρω πληροφορία παρέχεται ἐν τῷ γραφείῳ. [460,531,675,676]
provinces-left [460,87,675,1540]
provinces-header [460,32,900,81]
column-right [1264,176,1582,2076]
theatre-part-1: Ιον Μέρος [763,363,822,377]
administration-text: Παρακαλοῦνται πάντες οἱ ἰατροὶ οἱ μέλλοντες νὰ ἐξασκήσουν τὸ ἐπάγγελμα ἐν τῇ περιφερείᾳ τῆς Γενικῆς Διοικήσεως, ὅπως ὑποβάλουν τὰ δικαιολογητικά των εἰς τὸ Γραφεῖον τῆς Ὑγειονομικῆς Ὑπηρεσίας πρὸ τῆς 5 Ἰουλίου ε.ἔ. Πληροφορίαι παρέχονται καθ' ἑκάστην εἰς τὸ Γραφεῖον Ὑγιεινῆς. Ἡ προθεσμία τῆς ὑποβολῆς λήγει τὴν 30ὴν Ἰουνίου. [912,847,1077,1018]
sea-excursion-info: πληροφορίαι παρὰ τῷ Πρακτορείῳ κ. Ἰωαννίδου Ε. Ἀσυμ. Νίκης 27. [1264,618,1582,644]
diakiryxis-title: ΔΙΑΚΗΡΥΞΙΣ [512,1115,623,1132]
rate-row [18,168,228,181]
rate-currency: Δολλάριον [18,181,76,194]
ad-hellenic-text: ἀναχωρεῖ ἑκάστην Δευτέραν καὶ ὥραν 8ην μ. μ. καὶ ἑκάστην Σάββατον διὰ Πειραιᾶ Χανιά—Ἠράκλειον. [32,1091,434,1117]
pharmacy-title: ΝΕΟΝ ΦΑΡΜΑΚΕΙΟΝ [482,1305,653,1321]
divider [1084,415,1252,416]
ad-hellenic-text2: Ἀφίξεις εἰς Πειραιᾶ τὴν μεσημβρίαν τῆς Τρίτης. [104,1117,362,1130]
ad-moussel-header [1271,1839,1579,1895]
divider [1264,370,1582,373]
ad-ellas-ship: «ΕΛΣΗ» [187,786,279,811]
notice-line-1: ΝΤΑΜΕΣ 33 σιγαρέτα 11 δραχμάς. [685,1034,893,1047]
daily-news-col-a [912,176,1077,2076]
sea-excursion-sub: ΕΙΣ «ΝΕΑ ΜΟΥΔΑΝΙΑ» [1340,546,1506,562]
theatre-program: Σήμερον νέον πρόγραμμα Νέαι καὶ ἐκτακτοι ἐμφανίσεις [695,337,890,364]
ad-mail-text: Τακτικὴ ἑβδομαδιαία ἀναχώρησις ἐκ Χερβούργου (Γαλλία) διὰ ΝΕΑΝ ΥΟΡΚΗΝ καὶ ΚΑΝΑΔΑΝ. Καὶ διὰ ΒΡΑΖΙΛΙΑΝ καὶ ΑΡΓΕΝΤΙΝΗΝ, διὰ τῶν κολοσσιαίων ὑπερωκεανείων. Ἀναχωρήσεις διὰ ΚΟΥΒΑΝ, ΠΕΡΟΥ, ΧΙΛΗΝ, ὡς καὶ διὰ ΑΥΣΤΡΑΛΙΑΝ. [18,906,448,958]
market-text-1: Αἱ τιμαὶ αὐτῶν ἦσαν αἱ ἑξῆς: 15 1/8 ἔτοιμο ταΐρ. 15 5/8 ἀντεπιδ. Προσφορὰ Πετρούπτης διὰ φόρτωσιν Ἰουλίου 15 3/8—15 1/2 καὶ μεταπαλ 17 1/2. Εἰς Φρυγίας 17.20 καὶ ταρρὶ 18.30. [238,89,448,154]
estates-sub: ΤΗΣ ΑΕΡΟΠΟΡΙΚΗΣ ΑΜΥΝΗΣ [934,445,1055,470]
emporagora-text-2: «Ἀλευρα» Ἀφίχθη χθὲς τὸ ἀτμόπλοιον «Ρόζαρ Τίγρις» μὲ φορτίον 3.636 σάκκων κατανεμομένων ὡς ἑξῆς: 1000 εἰς Σακκάτα, 700 Ὀδέσσ. 1000 Σ. Σ. 636 Μπάρμαλον. Τὴν 3 Ἰουλίου ἀναμένεται τὸ ἀτμόπλοιον «Ἀργήλα». [18,473,228,552]
emporagora-text-4: Ἐντεῦθεν ἐπιτεύχθη ἡ ἐξαγωγὴ μὲ ἐλαφρὰν τάσιν βελτιώσεως. Εἰς τὰ ἄλευρα ἐμπορεύματα εἰς τὴν ἀγορὰν ἐλάχισται πράξεις διεξάγονται. Αἱ τιμαὶ αὐτῶν ἦσαν αἱ ἑξῆς: Ἰουλίου 9.05, Αὔγουστος 8.90, Σεπτέμβριος 9.10, Ὀκτώβριος 9.20. Εἰς ὅλα τὰ εἴδη ἐγένοντο πράξεις διενεργηθεῖσαι πρὸς ὄφελος τῆς ἐπιτοπίου καταναλώσεως. [238,584,448,703]
divider [460,491,675,494]
exams-sign: Ἀγγελικὴ Β. Μεταλλινοῦ [1118,396,1252,409]
veterans-sign: Ἐκ τοῦ Γραφείου [808,706,900,719]
divider [460,1297,675,1300]
memorial-signers: Ὁ σύζυγος Ἰωάννης Σιτάρας. Τὰ τέκνα Ἑλένη Γαβριηλίδου, Νικόλαος Γαβριηλίδης, Βικτωρία Μισαηλίδου. [912,1251,1077,1304]
rate-currency: Ἑλβετικόν [18,220,75,233]
memorials-title: ΜΝΗΜΟΣΥΝΑ [929,1045,1060,1064]
veterans-sub: Συνδέσμου Τραυματιῶν Ἀναπήρων Πολέμου Μακεδονίας—Θρᾴκης [699,603,886,628]
augustina-title: ΑΥΓΟΥΣΤΙΝΑ [1350,658,1496,681]
rate-currency: χρυσῆ [18,299,51,312]
ad-optics-store-address: Ἐπὶ τῆς διασταυρώσεως τῶν ὁδῶν Βενιζέλου—Ἐγνατίας ἀριθ. 66 [48,1427,418,1441]
foreign-exchanges-title: ΤΑ ΞΕΝΑ ΧΡΗΜΑΤΙΣΤΗΡΙΑ [240,340,446,355]
hippodrome-box [685,265,900,580]
